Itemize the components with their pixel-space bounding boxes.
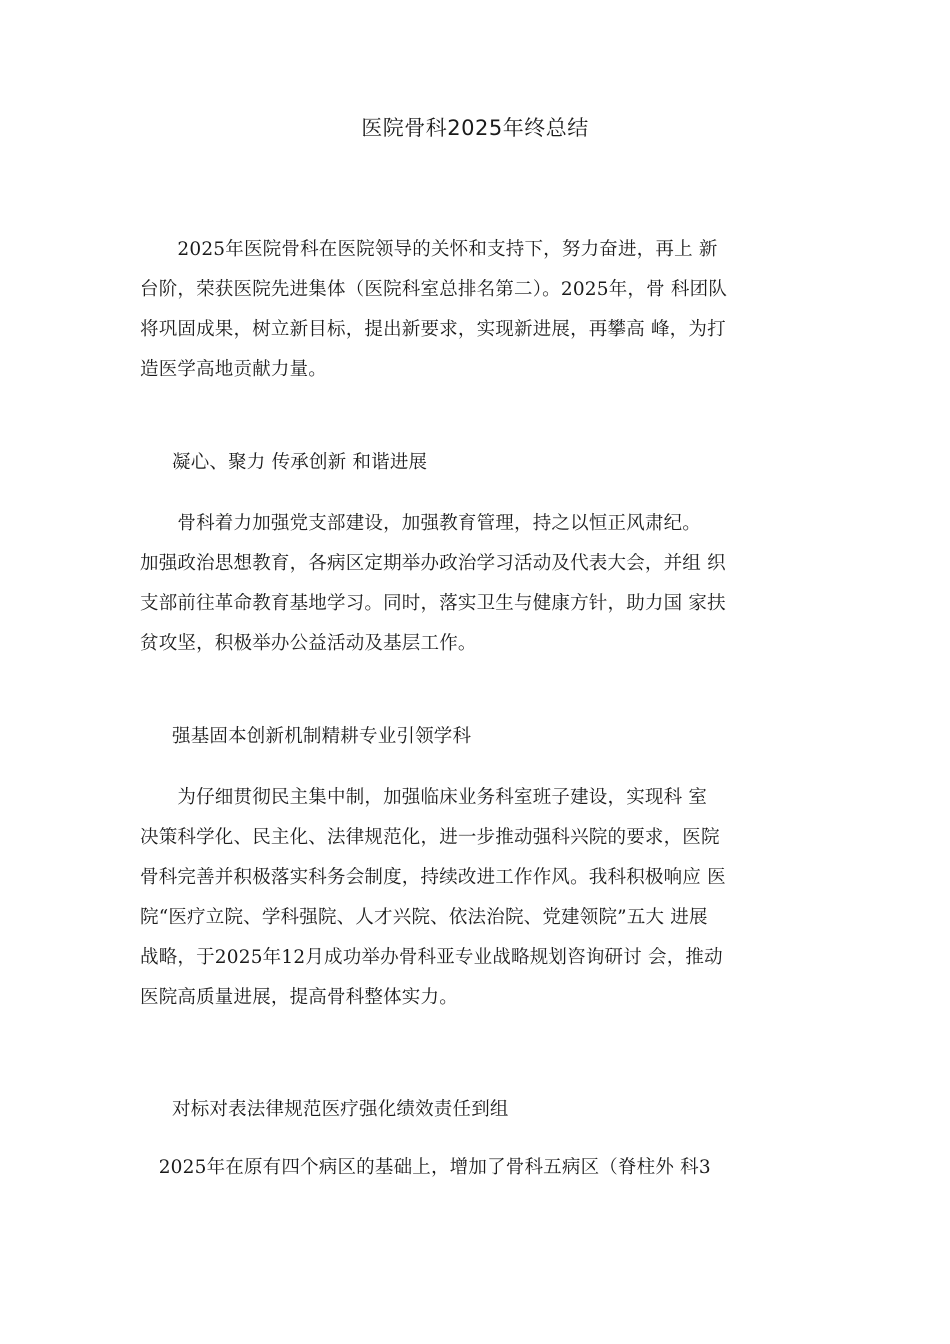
document-title: 医院骨科2025年终总结 <box>361 116 589 140</box>
section-heading: 凝心、聚力 传承创新 和谐进展 <box>172 452 428 473</box>
paragraph-line: 加强政治思想教育，各病区定期举办政治学习活动及代表大会，并组 织 <box>140 553 726 574</box>
paragraph-line: 将巩固成果，树立新目标，提出新要求，实现新进展，再攀高 峰，为打 <box>140 319 726 340</box>
paragraph-line: 为仔细贯彻民主集中制，加强临床业务科室班子建设，实现科 室 <box>140 787 708 808</box>
paragraph-line: 造医学高地贡献力量。 <box>140 359 328 380</box>
mechanism-paragraph <box>140 778 815 1018</box>
paragraph-line: 2025年医院骨科在医院领导的关怀和支持下，努力奋进，再上 新 <box>140 239 718 260</box>
ward-expansion-paragraph <box>140 1148 815 1188</box>
paragraph-line: 台阶，荣获医院先进集体（医院科室总排名第二）。2025年，骨 科团队 <box>140 279 728 300</box>
paragraph-line: 贫攻坚，积极举办公益活动及基层工作。 <box>140 633 477 654</box>
paragraph-line: 战略，于2025年12月成功举办骨科亚专业战略规划咨询研讨 会，推动 <box>140 947 723 968</box>
paragraph-line: 支部前往革命教育基地学习。同时，落实卫生与健康方针，助力国 家扶 <box>140 593 726 614</box>
section-heading: 强基固本创新机制精耕专业引领学科 <box>172 726 472 747</box>
paragraph-line: 2025年在原有四个病区的基础上，增加了骨科五病区（脊柱外 科3 <box>140 1157 711 1178</box>
intro-paragraph <box>140 230 815 390</box>
paragraph-line: 医院高质量进展，提高骨科整体实力。 <box>140 987 458 1008</box>
paragraph-line: 决策科学化、民主化、法律规范化，进一步推动强科兴院的要求，医院 <box>140 827 720 848</box>
section-heading: 对标对表法律规范医疗强化绩效责任到组 <box>172 1099 509 1120</box>
paragraph-line: 骨科完善并积极落实科务会制度，持续改进工作作风。我科积极响应 医 <box>140 867 726 888</box>
paragraph-line: 骨科着力加强党支部建设，加强教育管理，持之以恒正风肃纪。 <box>140 513 702 534</box>
party-building-paragraph <box>140 504 815 664</box>
paragraph-line: 院“医疗立院、学科强院、人才兴院、依法治院、党建领院”五大 进展 <box>140 907 708 928</box>
